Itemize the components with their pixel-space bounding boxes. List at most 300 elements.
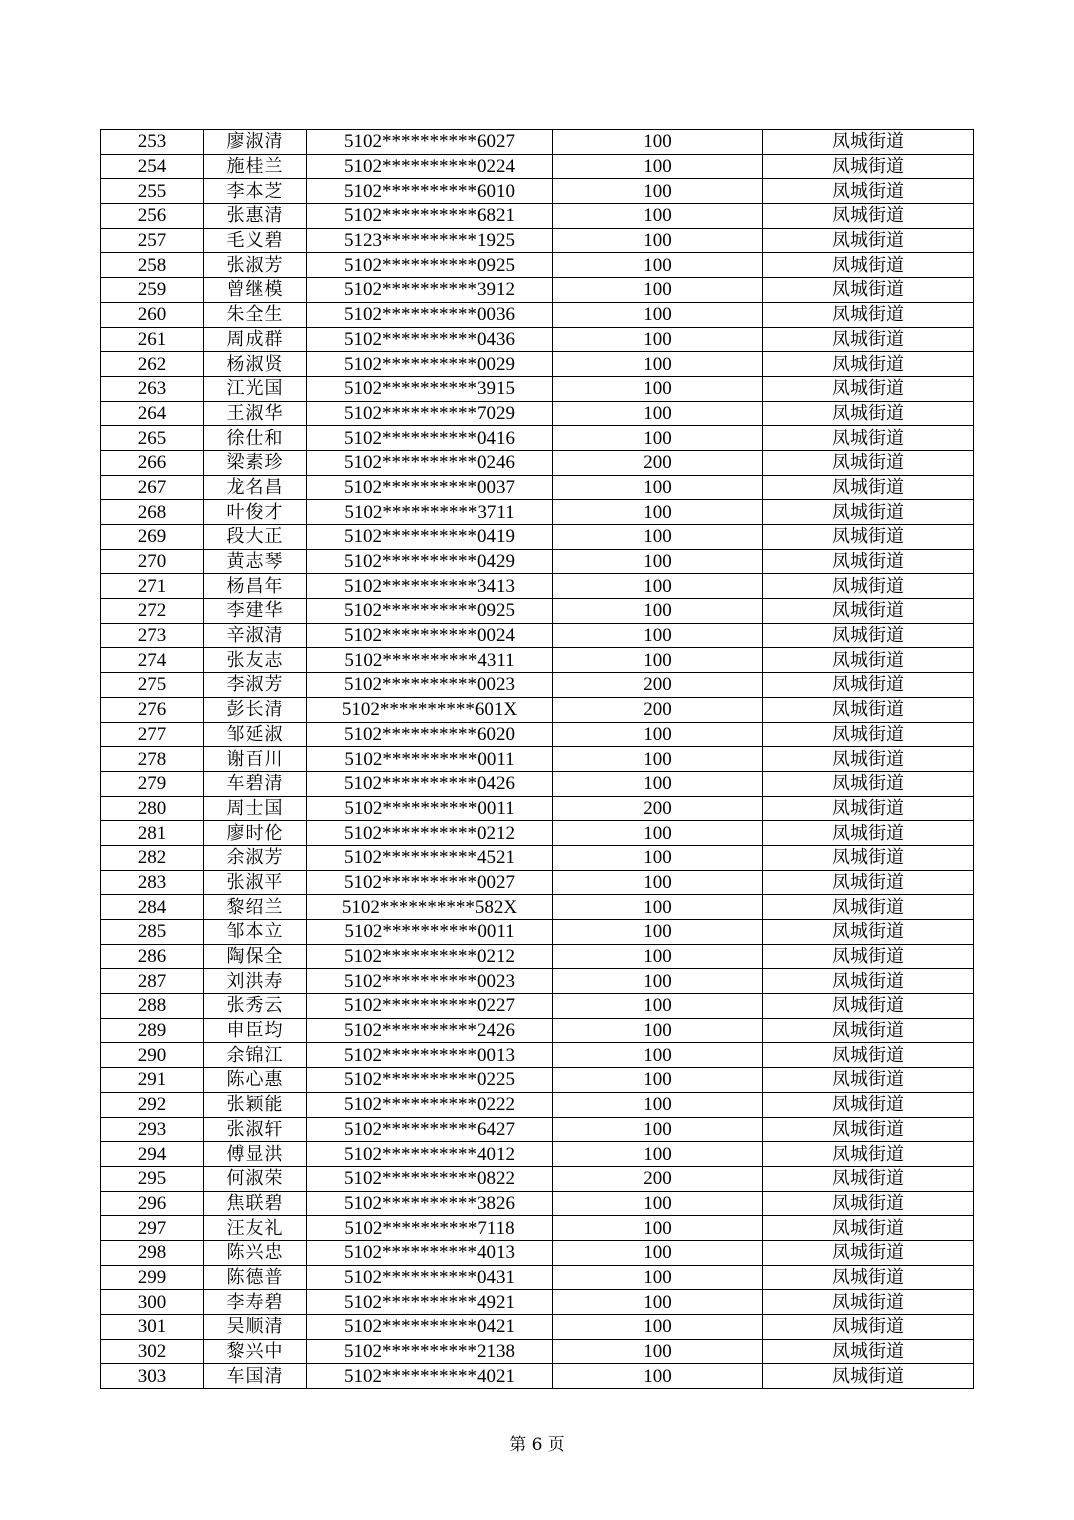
row-number-cell: 271 <box>101 574 204 599</box>
amount-cell: 100 <box>553 648 763 673</box>
name-cell: 施桂兰 <box>204 154 307 179</box>
row-number-cell: 266 <box>101 450 204 475</box>
id-number-cell: 5102**********0227 <box>307 994 553 1019</box>
name-cell: 黎绍兰 <box>204 895 307 920</box>
table-row <box>101 944 974 969</box>
name-cell: 朱全生 <box>204 302 307 327</box>
id-number-cell: 5102**********0011 <box>307 920 553 945</box>
name-cell: 王淑华 <box>204 401 307 426</box>
amount-cell: 200 <box>553 450 763 475</box>
name-cell: 张秀云 <box>204 994 307 1019</box>
name-cell: 李建华 <box>204 599 307 624</box>
table-row <box>101 1290 974 1315</box>
table-row <box>101 1191 974 1216</box>
name-cell: 徐仕和 <box>204 426 307 451</box>
table-row <box>101 1117 974 1142</box>
street-cell: 凤城街道 <box>763 796 974 821</box>
amount-cell: 100 <box>553 623 763 648</box>
row-number-cell: 276 <box>101 697 204 722</box>
amount-cell: 100 <box>553 574 763 599</box>
amount-cell: 100 <box>553 500 763 525</box>
table-row <box>101 500 974 525</box>
row-number-cell: 256 <box>101 204 204 229</box>
amount-cell: 100 <box>553 130 763 155</box>
name-cell: 曾继模 <box>204 278 307 303</box>
table-row <box>101 747 974 772</box>
table-row <box>101 870 974 895</box>
name-cell: 邹延淑 <box>204 722 307 747</box>
table-row <box>101 969 974 994</box>
amount-cell: 200 <box>553 673 763 698</box>
street-cell: 凤城街道 <box>763 376 974 401</box>
row-number-cell: 300 <box>101 1290 204 1315</box>
row-number-cell: 287 <box>101 969 204 994</box>
row-number-cell: 292 <box>101 1092 204 1117</box>
street-cell: 凤城街道 <box>763 648 974 673</box>
table-row <box>101 278 974 303</box>
street-cell: 凤城街道 <box>763 994 974 1019</box>
id-number-cell: 5102**********2426 <box>307 1018 553 1043</box>
name-cell: 余淑芳 <box>204 845 307 870</box>
table-row <box>101 845 974 870</box>
id-number-cell: 5102**********0431 <box>307 1265 553 1290</box>
roster-table-body <box>101 130 974 1389</box>
id-number-cell: 5102**********0416 <box>307 426 553 451</box>
row-number-cell: 285 <box>101 920 204 945</box>
name-cell: 车国清 <box>204 1364 307 1389</box>
street-cell: 凤城街道 <box>763 179 974 204</box>
amount-cell: 100 <box>553 1315 763 1340</box>
street-cell: 凤城街道 <box>763 302 974 327</box>
amount-cell: 100 <box>553 401 763 426</box>
name-cell: 彭长清 <box>204 697 307 722</box>
name-cell: 傅显洪 <box>204 1142 307 1167</box>
amount-cell: 100 <box>553 1043 763 1068</box>
street-cell: 凤城街道 <box>763 920 974 945</box>
row-number-cell: 259 <box>101 278 204 303</box>
id-number-cell: 5102**********6427 <box>307 1117 553 1142</box>
street-cell: 凤城街道 <box>763 1265 974 1290</box>
id-number-cell: 5102**********0925 <box>307 599 553 624</box>
table-row <box>101 697 974 722</box>
table-row <box>101 722 974 747</box>
row-number-cell: 275 <box>101 673 204 698</box>
table-row <box>101 1142 974 1167</box>
name-cell: 焦联碧 <box>204 1191 307 1216</box>
id-number-cell: 5102**********0013 <box>307 1043 553 1068</box>
row-number-cell: 291 <box>101 1068 204 1093</box>
row-number-cell: 268 <box>101 500 204 525</box>
street-cell: 凤城街道 <box>763 697 974 722</box>
amount-cell: 100 <box>553 1216 763 1241</box>
row-number-cell: 294 <box>101 1142 204 1167</box>
row-number-cell: 272 <box>101 599 204 624</box>
amount-cell: 100 <box>553 870 763 895</box>
amount-cell: 200 <box>553 796 763 821</box>
street-cell: 凤城街道 <box>763 845 974 870</box>
street-cell: 凤城街道 <box>763 278 974 303</box>
table-row <box>101 1265 974 1290</box>
id-number-cell: 5102**********4921 <box>307 1290 553 1315</box>
id-number-cell: 5102**********4012 <box>307 1142 553 1167</box>
row-number-cell: 260 <box>101 302 204 327</box>
name-cell: 杨昌年 <box>204 574 307 599</box>
amount-cell: 100 <box>553 352 763 377</box>
row-number-cell: 286 <box>101 944 204 969</box>
row-number-cell: 288 <box>101 994 204 1019</box>
row-number-cell: 278 <box>101 747 204 772</box>
row-number-cell: 283 <box>101 870 204 895</box>
table-row <box>101 920 974 945</box>
table-row <box>101 401 974 426</box>
table-row <box>101 426 974 451</box>
amount-cell: 100 <box>553 525 763 550</box>
table-row <box>101 1018 974 1043</box>
street-cell: 凤城街道 <box>763 747 974 772</box>
name-cell: 毛义碧 <box>204 228 307 253</box>
street-cell: 凤城街道 <box>763 450 974 475</box>
id-number-cell: 5102**********3826 <box>307 1191 553 1216</box>
row-number-cell: 303 <box>101 1364 204 1389</box>
id-number-cell: 5102**********0822 <box>307 1166 553 1191</box>
row-number-cell: 297 <box>101 1216 204 1241</box>
amount-cell: 100 <box>553 845 763 870</box>
street-cell: 凤城街道 <box>763 1290 974 1315</box>
row-number-cell: 302 <box>101 1339 204 1364</box>
amount-cell: 100 <box>553 1068 763 1093</box>
amount-cell: 100 <box>553 549 763 574</box>
row-number-cell: 290 <box>101 1043 204 1068</box>
name-cell: 梁素珍 <box>204 450 307 475</box>
street-cell: 凤城街道 <box>763 1142 974 1167</box>
id-number-cell: 5102**********6020 <box>307 722 553 747</box>
amount-cell: 100 <box>553 327 763 352</box>
id-number-cell: 5102**********0029 <box>307 352 553 377</box>
name-cell: 江光国 <box>204 376 307 401</box>
street-cell: 凤城街道 <box>763 1166 974 1191</box>
amount-cell: 100 <box>553 204 763 229</box>
name-cell: 张颖能 <box>204 1092 307 1117</box>
id-number-cell: 5102**********2138 <box>307 1339 553 1364</box>
name-cell: 刘洪寿 <box>204 969 307 994</box>
id-number-cell: 5102**********0212 <box>307 821 553 846</box>
name-cell: 余锦江 <box>204 1043 307 1068</box>
street-cell: 凤城街道 <box>763 623 974 648</box>
table-row <box>101 1339 974 1364</box>
id-number-cell: 5102**********0011 <box>307 747 553 772</box>
street-cell: 凤城街道 <box>763 673 974 698</box>
id-number-cell: 5102**********4311 <box>307 648 553 673</box>
street-cell: 凤城街道 <box>763 574 974 599</box>
street-cell: 凤城街道 <box>763 500 974 525</box>
name-cell: 谢百川 <box>204 747 307 772</box>
row-number-cell: 261 <box>101 327 204 352</box>
street-cell: 凤城街道 <box>763 549 974 574</box>
name-cell: 廖时伦 <box>204 821 307 846</box>
amount-cell: 100 <box>553 1142 763 1167</box>
amount-cell: 100 <box>553 599 763 624</box>
row-number-cell: 282 <box>101 845 204 870</box>
name-cell: 陶保全 <box>204 944 307 969</box>
amount-cell: 100 <box>553 1018 763 1043</box>
row-number-cell: 281 <box>101 821 204 846</box>
table-row <box>101 623 974 648</box>
id-number-cell: 5102**********0224 <box>307 154 553 179</box>
id-number-cell: 5102**********0225 <box>307 1068 553 1093</box>
id-number-cell: 5102**********6010 <box>307 179 553 204</box>
name-cell: 黄志琴 <box>204 549 307 574</box>
name-cell: 周士国 <box>204 796 307 821</box>
row-number-cell: 253 <box>101 130 204 155</box>
row-number-cell: 267 <box>101 475 204 500</box>
amount-cell: 100 <box>553 1117 763 1142</box>
table-row <box>101 599 974 624</box>
name-cell: 陈德普 <box>204 1265 307 1290</box>
amount-cell: 100 <box>553 722 763 747</box>
row-number-cell: 293 <box>101 1117 204 1142</box>
table-row <box>101 179 974 204</box>
table-row <box>101 549 974 574</box>
amount-cell: 100 <box>553 1240 763 1265</box>
id-number-cell: 5123**********1925 <box>307 228 553 253</box>
table-row <box>101 1364 974 1389</box>
amount-cell: 100 <box>553 895 763 920</box>
street-cell: 凤城街道 <box>763 1339 974 1364</box>
amount-cell: 100 <box>553 278 763 303</box>
name-cell: 杨淑贤 <box>204 352 307 377</box>
street-cell: 凤城街道 <box>763 1117 974 1142</box>
amount-cell: 100 <box>553 154 763 179</box>
amount-cell: 100 <box>553 969 763 994</box>
table-row <box>101 1166 974 1191</box>
row-number-cell: 263 <box>101 376 204 401</box>
name-cell: 黎兴中 <box>204 1339 307 1364</box>
amount-cell: 100 <box>553 475 763 500</box>
roster-table <box>100 129 974 1389</box>
row-number-cell: 277 <box>101 722 204 747</box>
street-cell: 凤城街道 <box>763 1043 974 1068</box>
name-cell: 张友志 <box>204 648 307 673</box>
amount-cell: 100 <box>553 253 763 278</box>
row-number-cell: 299 <box>101 1265 204 1290</box>
amount-cell: 100 <box>553 426 763 451</box>
name-cell: 李淑芳 <box>204 673 307 698</box>
id-number-cell: 5102**********582X <box>307 895 553 920</box>
name-cell: 周成群 <box>204 327 307 352</box>
table-row <box>101 895 974 920</box>
street-cell: 凤城街道 <box>763 944 974 969</box>
table-row <box>101 253 974 278</box>
id-number-cell: 5102**********0419 <box>307 525 553 550</box>
name-cell: 车碧清 <box>204 771 307 796</box>
name-cell: 龙名昌 <box>204 475 307 500</box>
table-row <box>101 821 974 846</box>
id-number-cell: 5102**********4021 <box>307 1364 553 1389</box>
row-number-cell: 265 <box>101 426 204 451</box>
amount-cell: 100 <box>553 376 763 401</box>
id-number-cell: 5102**********3915 <box>307 376 553 401</box>
amount-cell: 100 <box>553 1364 763 1389</box>
name-cell: 叶俊才 <box>204 500 307 525</box>
table-row <box>101 475 974 500</box>
id-number-cell: 5102**********6821 <box>307 204 553 229</box>
street-cell: 凤城街道 <box>763 228 974 253</box>
street-cell: 凤城街道 <box>763 1191 974 1216</box>
id-number-cell: 5102**********0024 <box>307 623 553 648</box>
table-row <box>101 525 974 550</box>
street-cell: 凤城街道 <box>763 722 974 747</box>
amount-cell: 100 <box>553 821 763 846</box>
street-cell: 凤城街道 <box>763 599 974 624</box>
id-number-cell: 5102**********0429 <box>307 549 553 574</box>
id-number-cell: 5102**********0036 <box>307 302 553 327</box>
amount-cell: 100 <box>553 1092 763 1117</box>
name-cell: 陈心惠 <box>204 1068 307 1093</box>
row-number-cell: 284 <box>101 895 204 920</box>
table-row <box>101 450 974 475</box>
amount-cell: 100 <box>553 228 763 253</box>
street-cell: 凤城街道 <box>763 1240 974 1265</box>
name-cell: 邹本立 <box>204 920 307 945</box>
table-row <box>101 376 974 401</box>
name-cell: 廖淑清 <box>204 130 307 155</box>
street-cell: 凤城街道 <box>763 1018 974 1043</box>
name-cell: 张淑芳 <box>204 253 307 278</box>
id-number-cell: 5102**********7118 <box>307 1216 553 1241</box>
table-row <box>101 1240 974 1265</box>
amount-cell: 100 <box>553 944 763 969</box>
amount-cell: 100 <box>553 771 763 796</box>
row-number-cell: 295 <box>101 1166 204 1191</box>
table-row <box>101 154 974 179</box>
street-cell: 凤城街道 <box>763 352 974 377</box>
row-number-cell: 289 <box>101 1018 204 1043</box>
row-number-cell: 257 <box>101 228 204 253</box>
row-number-cell: 270 <box>101 549 204 574</box>
id-number-cell: 5102**********6027 <box>307 130 553 155</box>
row-number-cell: 254 <box>101 154 204 179</box>
row-number-cell: 296 <box>101 1191 204 1216</box>
amount-cell: 100 <box>553 302 763 327</box>
id-number-cell: 5102**********0925 <box>307 253 553 278</box>
table-row <box>101 130 974 155</box>
name-cell: 张淑平 <box>204 870 307 895</box>
amount-cell: 200 <box>553 1166 763 1191</box>
table-row <box>101 1216 974 1241</box>
id-number-cell: 5102**********0246 <box>307 450 553 475</box>
id-number-cell: 5102**********3413 <box>307 574 553 599</box>
row-number-cell: 255 <box>101 179 204 204</box>
name-cell: 陈兴忠 <box>204 1240 307 1265</box>
id-number-cell: 5102**********0426 <box>307 771 553 796</box>
amount-cell: 100 <box>553 747 763 772</box>
name-cell: 李本芝 <box>204 179 307 204</box>
id-number-cell: 5102**********0037 <box>307 475 553 500</box>
name-cell: 何淑荣 <box>204 1166 307 1191</box>
street-cell: 凤城街道 <box>763 1092 974 1117</box>
row-number-cell: 274 <box>101 648 204 673</box>
street-cell: 凤城街道 <box>763 154 974 179</box>
table-row <box>101 1043 974 1068</box>
table-row <box>101 352 974 377</box>
table-row <box>101 994 974 1019</box>
name-cell: 张淑轩 <box>204 1117 307 1142</box>
row-number-cell: 258 <box>101 253 204 278</box>
row-number-cell: 298 <box>101 1240 204 1265</box>
id-number-cell: 5102**********4521 <box>307 845 553 870</box>
amount-cell: 100 <box>553 1290 763 1315</box>
id-number-cell: 5102**********0027 <box>307 870 553 895</box>
table-row <box>101 302 974 327</box>
table-row <box>101 1092 974 1117</box>
amount-cell: 100 <box>553 1191 763 1216</box>
street-cell: 凤城街道 <box>763 1216 974 1241</box>
street-cell: 凤城街道 <box>763 525 974 550</box>
row-number-cell: 301 <box>101 1315 204 1340</box>
table-row <box>101 1315 974 1340</box>
street-cell: 凤城街道 <box>763 253 974 278</box>
street-cell: 凤城街道 <box>763 1364 974 1389</box>
name-cell: 申臣均 <box>204 1018 307 1043</box>
street-cell: 凤城街道 <box>763 895 974 920</box>
row-number-cell: 280 <box>101 796 204 821</box>
street-cell: 凤城街道 <box>763 821 974 846</box>
id-number-cell: 5102**********4013 <box>307 1240 553 1265</box>
amount-cell: 100 <box>553 994 763 1019</box>
id-number-cell: 5102**********0222 <box>307 1092 553 1117</box>
id-number-cell: 5102**********0011 <box>307 796 553 821</box>
amount-cell: 200 <box>553 697 763 722</box>
name-cell: 李寿碧 <box>204 1290 307 1315</box>
id-number-cell: 5102**********0212 <box>307 944 553 969</box>
street-cell: 凤城街道 <box>763 969 974 994</box>
id-number-cell: 5102**********7029 <box>307 401 553 426</box>
name-cell: 辛淑清 <box>204 623 307 648</box>
amount-cell: 100 <box>553 179 763 204</box>
id-number-cell: 5102**********3711 <box>307 500 553 525</box>
street-cell: 凤城街道 <box>763 130 974 155</box>
name-cell: 吴顺清 <box>204 1315 307 1340</box>
name-cell: 段大正 <box>204 525 307 550</box>
street-cell: 凤城街道 <box>763 426 974 451</box>
id-number-cell: 5102**********0023 <box>307 969 553 994</box>
table-row <box>101 673 974 698</box>
amount-cell: 100 <box>553 920 763 945</box>
id-number-cell: 5102**********0436 <box>307 327 553 352</box>
name-cell: 汪友礼 <box>204 1216 307 1241</box>
street-cell: 凤城街道 <box>763 870 974 895</box>
row-number-cell: 269 <box>101 525 204 550</box>
amount-cell: 100 <box>553 1339 763 1364</box>
table-row <box>101 771 974 796</box>
id-number-cell: 5102**********601X <box>307 697 553 722</box>
row-number-cell: 273 <box>101 623 204 648</box>
id-number-cell: 5102**********0421 <box>307 1315 553 1340</box>
row-number-cell: 279 <box>101 771 204 796</box>
row-number-cell: 262 <box>101 352 204 377</box>
table-row <box>101 204 974 229</box>
table-row <box>101 327 974 352</box>
id-number-cell: 5102**********3912 <box>307 278 553 303</box>
table-row <box>101 228 974 253</box>
row-number-cell: 264 <box>101 401 204 426</box>
name-cell: 张惠清 <box>204 204 307 229</box>
id-number-cell: 5102**********0023 <box>307 673 553 698</box>
table-row <box>101 648 974 673</box>
street-cell: 凤城街道 <box>763 401 974 426</box>
table-row <box>101 574 974 599</box>
street-cell: 凤城街道 <box>763 1315 974 1340</box>
